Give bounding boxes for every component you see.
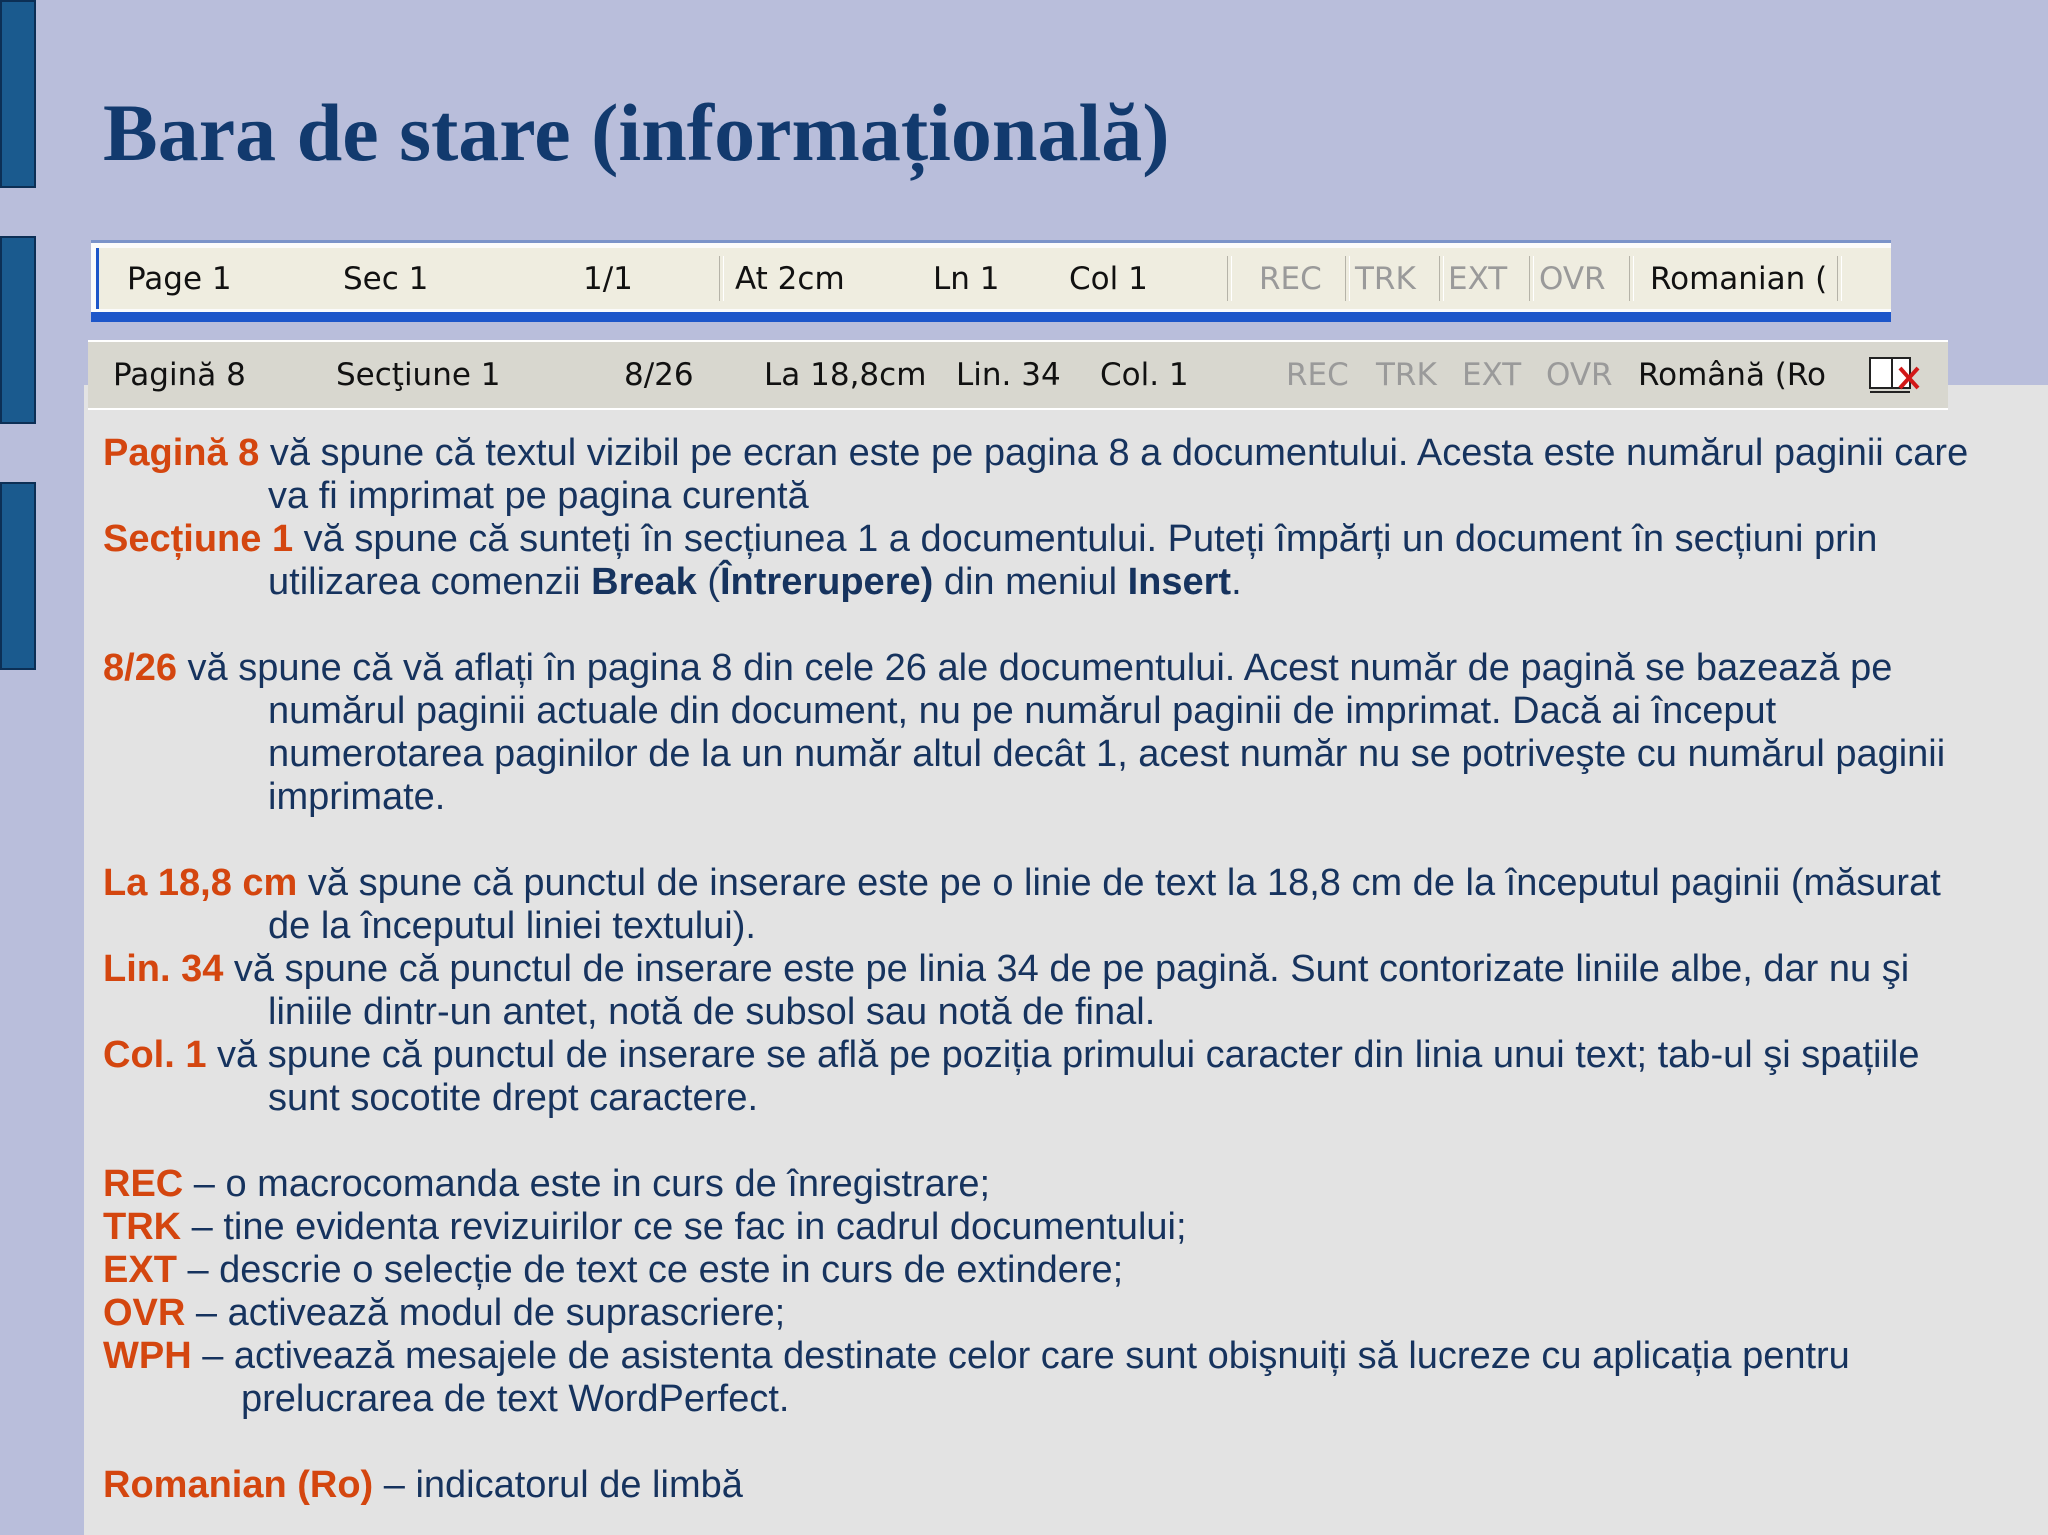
para-page-count bbox=[103, 647, 1983, 819]
status-page: Page 1 bbox=[127, 260, 232, 297]
term-rec: REC bbox=[103, 1163, 184, 1205]
para-page-count-text: vă spune că vă aflați în pagina 8 din cele 26 ale documentului. Acest număr de pagină se bazează pe numărul paginii actuale din document, nu pe numărul paginii de imprimat. Dacă ai început numerotarea paginilor de la un număr altul decât 1, acest număr nu se potriveşte cu numărul paginii imprimate. bbox=[176, 647, 1946, 818]
status-separator bbox=[1439, 256, 1444, 301]
para-section-text-2: din meniul bbox=[933, 561, 1128, 603]
term-ovr: OVR bbox=[103, 1292, 186, 1334]
status-trk[interactable]: TRK bbox=[1355, 260, 1416, 297]
accent-bar-middle bbox=[0, 236, 36, 424]
status-ext[interactable]: EXT bbox=[1462, 357, 1522, 393]
status-line: Ln 1 bbox=[933, 260, 1000, 297]
para-position-text: vă spune că punctul de inserare este pe o linie de text la 18,8 cm de la începutul paginii (măsurat de la începutul liniei textului). bbox=[268, 862, 1941, 947]
term-line: Lin. 34 bbox=[103, 948, 224, 990]
status-position: At 2cm bbox=[735, 260, 845, 297]
para-ext-text: – descrie o selecție de text ce este in curs de extindere; bbox=[176, 1249, 1124, 1291]
status-page: Pagină 8 bbox=[113, 357, 246, 393]
book-check-icon[interactable] bbox=[1868, 354, 1922, 396]
accent-bar-bottom bbox=[0, 482, 36, 670]
para-section-text: vă spune că sunteți în secțiunea 1 a documentului. Puteți împărți un document în secțiuni prin utilizarea comenzii bbox=[268, 518, 1878, 603]
slide-title: Bara de stare (informațională) bbox=[103, 87, 1170, 178]
word-break: Break bbox=[591, 561, 697, 603]
para-line-text: vă spune că punctul de inserare este pe linia 34 de pe pagină. Sunt contorizate liniile albe, dar nu şi liniile dintr-un antet, notă de subsol sau notă de final. bbox=[223, 948, 1910, 1033]
para-column bbox=[103, 1034, 1983, 1120]
term-trk: TRK bbox=[103, 1206, 182, 1248]
spacer bbox=[103, 1421, 1983, 1464]
para-wph-text: – activează mesajele de asistenta destinate celor care sunt obişnuiți să lucreze cu aplicația pentru prelucrarea de text WordPerfect. bbox=[191, 1335, 1850, 1420]
spacer bbox=[103, 819, 1983, 862]
para-rec-text: – o macrocomanda este in curs de înregistrare; bbox=[183, 1163, 991, 1205]
status-page-count: 8/26 bbox=[624, 357, 694, 393]
status-line: Lin. 34 bbox=[956, 357, 1061, 393]
status-ovr[interactable]: OVR bbox=[1539, 260, 1606, 297]
para-wph bbox=[103, 1335, 1983, 1421]
status-position: La 18,8cm bbox=[764, 357, 927, 393]
word-insert: Insert bbox=[1127, 561, 1232, 603]
accent-bar-top bbox=[0, 0, 36, 188]
para-language-text: – indicatorul de limbă bbox=[373, 1464, 743, 1506]
status-column: Col. 1 bbox=[1100, 357, 1189, 393]
term-page: Pagină 8 bbox=[103, 432, 260, 474]
status-separator bbox=[1837, 256, 1842, 301]
para-rec bbox=[103, 1163, 1983, 1206]
para-line bbox=[103, 948, 1983, 1034]
status-ovr[interactable]: OVR bbox=[1546, 357, 1613, 393]
status-separator bbox=[1345, 256, 1350, 301]
status-section: Sec 1 bbox=[343, 260, 429, 297]
para-language bbox=[103, 1464, 1983, 1507]
explanation-text bbox=[103, 432, 1983, 1507]
term-wph: WPH bbox=[103, 1335, 192, 1377]
para-trk-text: – tine evidenta revizuirilor ce se fac in cadrul documentului; bbox=[181, 1206, 1187, 1248]
status-separator bbox=[1227, 256, 1232, 301]
word-intrerupere: Întrerupere) bbox=[720, 561, 934, 603]
statusbar-english-inner bbox=[96, 248, 1891, 309]
status-separator bbox=[1629, 256, 1634, 301]
para-page bbox=[103, 432, 1983, 518]
status-language[interactable]: Română (Ro bbox=[1638, 357, 1827, 393]
term-language: Romanian (Ro) bbox=[103, 1464, 374, 1506]
paren-open: ( bbox=[696, 561, 720, 603]
para-position bbox=[103, 862, 1983, 948]
term-ext: EXT bbox=[103, 1249, 177, 1291]
para-ext bbox=[103, 1249, 1983, 1292]
status-language[interactable]: Romanian ( bbox=[1650, 260, 1828, 297]
para-trk bbox=[103, 1206, 1983, 1249]
spacer bbox=[103, 604, 1983, 647]
status-separator bbox=[1529, 256, 1534, 301]
para-section bbox=[103, 518, 1983, 604]
status-ext[interactable]: EXT bbox=[1448, 260, 1508, 297]
para-column-text: vă spune că punctul de inserare se află pe poziția primului caracter din linia unui text; tab-ul şi spațiile sunt socotite drept caractere. bbox=[206, 1034, 1920, 1119]
status-rec[interactable]: REC bbox=[1286, 357, 1349, 393]
statusbar-romanian bbox=[88, 340, 1948, 410]
status-section: Secţiune 1 bbox=[336, 357, 501, 393]
status-page-count: 1/1 bbox=[583, 260, 633, 297]
status-rec[interactable]: REC bbox=[1259, 260, 1322, 297]
term-position: La 18,8 cm bbox=[103, 862, 298, 904]
period: . bbox=[1231, 561, 1242, 603]
term-column: Col. 1 bbox=[103, 1034, 207, 1076]
para-page-text: vă spune că textul vizibil pe ecran este pe pagina 8 a documentului. Acesta este numărul paginii care va fi imprimat pe pagina curentă bbox=[259, 432, 1969, 517]
status-trk[interactable]: TRK bbox=[1376, 357, 1437, 393]
status-column: Col 1 bbox=[1069, 260, 1148, 297]
statusbar-english bbox=[91, 240, 1891, 322]
para-ovr-text: – activează modul de suprascriere; bbox=[185, 1292, 786, 1334]
term-page-count: 8/26 bbox=[103, 647, 177, 689]
spacer bbox=[103, 1120, 1983, 1163]
status-separator bbox=[719, 256, 724, 301]
term-section: Secțiune 1 bbox=[103, 518, 294, 560]
para-ovr bbox=[103, 1292, 1983, 1335]
